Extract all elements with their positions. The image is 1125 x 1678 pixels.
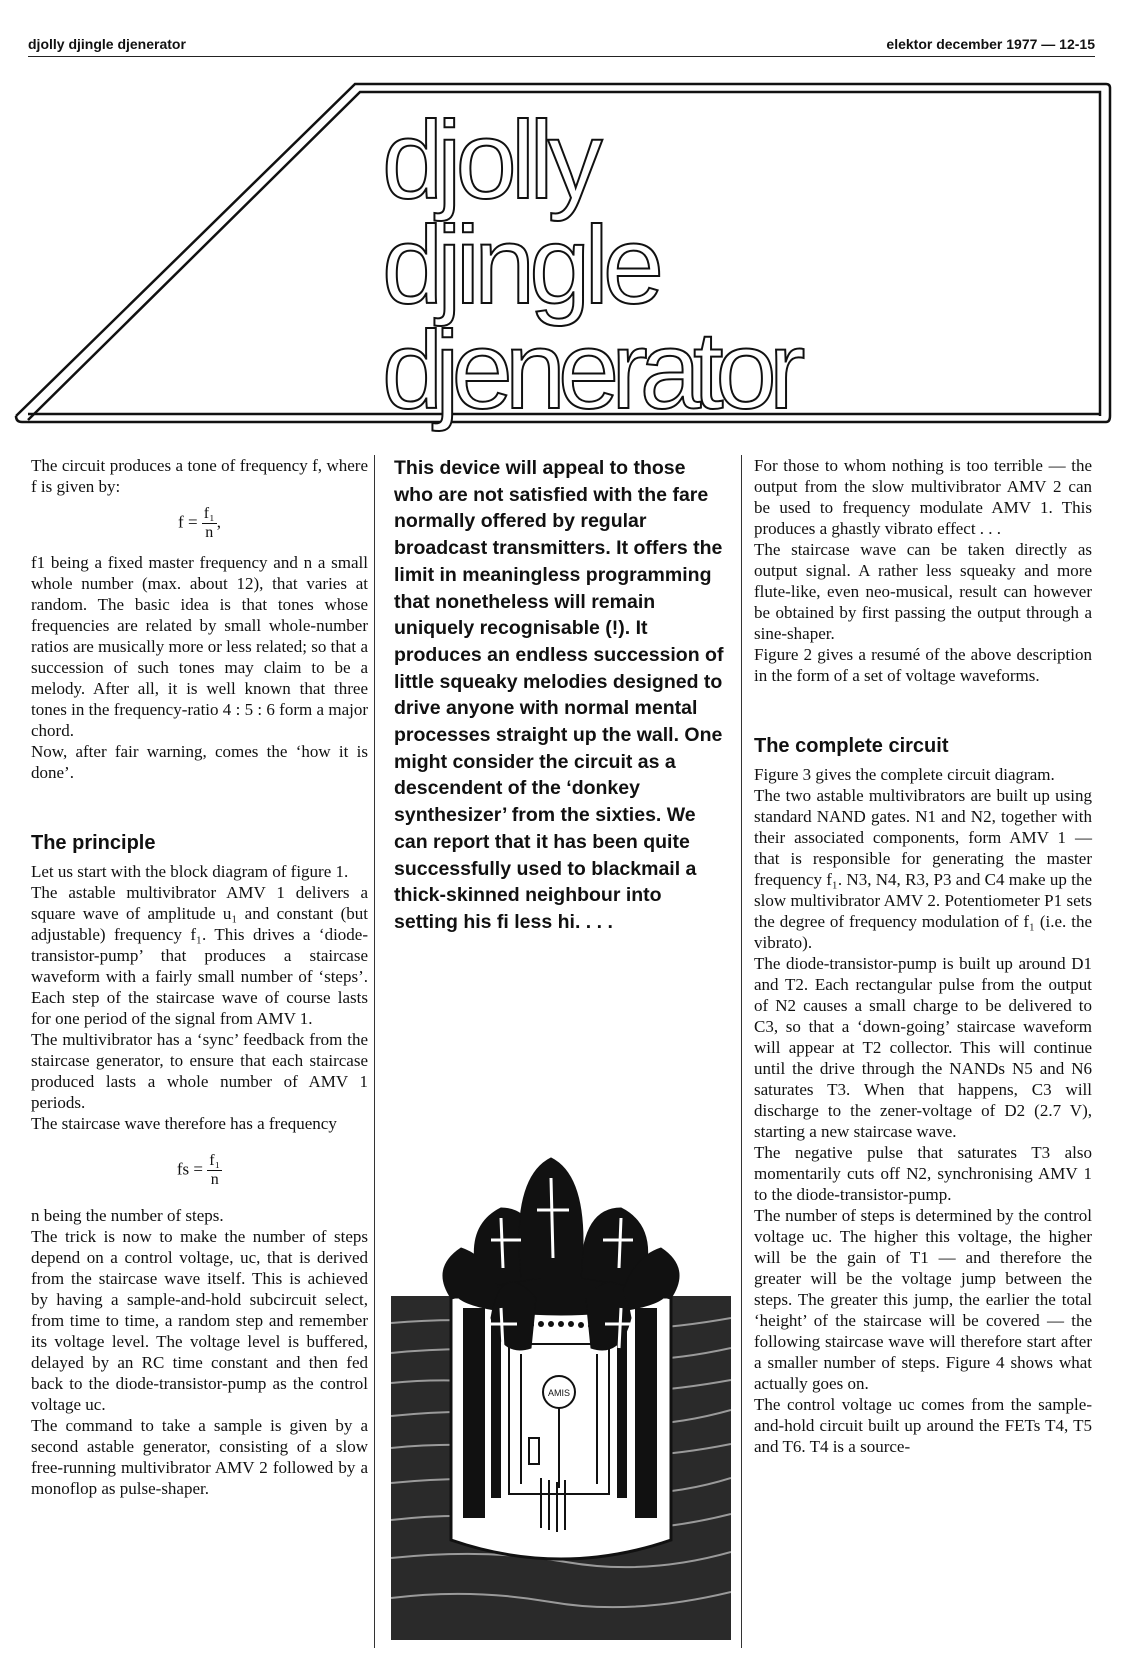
header-rule (28, 56, 1095, 57)
running-header-left: djolly djingle djenerator (28, 36, 186, 52)
fraction (207, 1152, 222, 1189)
paragraph: Figure 3 gives the complete circuit diagram. (754, 765, 1055, 784)
paragraph: The astable multivibrator AMV 1 delivers a square wave of amplitude u₁ and constant (but adjustable) frequency f₁. This drives a ‘diode-transistor-pump’ that produces a staircase waveform with a fairly small number of ‘steps’. Each step of the staircase wave of course lasts for one period of the signal from AMV 1. (31, 883, 368, 1028)
paragraph: The control voltage uc comes from the sample-and-hold circuit built up around the FETs T4, T5 and T6. T4 is a source- (754, 1395, 1092, 1456)
fraction-denominator: n (210, 1171, 219, 1188)
formula-fs (31, 1152, 368, 1189)
formula-lhs: fs = (176, 1159, 203, 1179)
paragraph: f1 being a fixed master frequency and n a small whole number (max. about 12), that varies at random. The basic idea is that tones whose frequencies are related by small whole-number ratios are musically more or less related; so that a succession of such tones may claim to be a melody. After all, it is well known that three tones in the frequency-ratio 4 : 5 : 6 form a major chord. (31, 553, 368, 740)
column-2 (394, 455, 728, 936)
formula-tail: , (216, 512, 221, 532)
fraction-denominator: n (205, 524, 214, 541)
paragraph: For those to whom nothing is too terrible — the output from the slow multivibrator AMV 2 can be used to frequency modulate AMV 1. This produces a ghastly vibrato effect . . . (754, 456, 1092, 538)
paragraph: Let us start with the block diagram of figure 1. (31, 862, 349, 881)
gift-box-body (451, 1282, 671, 1559)
fraction-numerator: f₁ (203, 505, 215, 522)
paragraph: The staircase wave can be taken directly as output signal. A rather less squeaky and more flute-like, even neo-musical, result can however be obtained by first passing the output through a sine-shaper. (754, 540, 1092, 643)
title-line-3: djenerator (382, 309, 798, 432)
intro-lead: This device will appeal to those who are not satisfied with the fare normally offered by regular broadcast transmitters. It offers the limit in meaningless programming that nonetheless will remain uniquely recognisable (!). It produces an endless succession of little squeaky melodies designed to drive anyone with normal mental processes straight up the wall. One might consider the circuit as a descendent of the ‘donkey synthesizer’ from the sixties. We can report that it has been quite successfully used to blackmail a thick-skinned neighbour into setting his fi less hi. . . . (394, 457, 724, 933)
paragraph: The command to take a sample is given by a second astable generator, consisting of a slow free-running multivibrator AMV 2 followed by a monoflop as pulse-shaper. (31, 1416, 368, 1498)
section-heading-principle: The principle (31, 832, 156, 854)
formula-f (31, 505, 368, 542)
title-line-2: djingle (382, 204, 659, 327)
chip-label: AMIS (547, 1388, 571, 1398)
paragraph: The multivibrator has a ‘sync’ feedback from the staircase generator, to ensure that each staircase produced lasts a whole number of AMV 1 periods. (31, 1030, 368, 1112)
paragraph: The two astable multivibrators are built up using standard NAND gates. N1 and N2, together with their associated components, form AMV 1 — that is responsible for generating the master frequency f₁. N3, N4, R3, P3 and C4 make up the slow multivibrator AMV 2. Potentiometer P1 sets the degree of frequency modulation of f₁ (i.e. the vibrato). (754, 786, 1092, 952)
column-1 (31, 455, 368, 1499)
paragraph: Figure 2 gives a resumé of the above description in the form of a set of voltage waveforms. (754, 645, 1092, 685)
paragraph: The number of steps is determined by the control voltage uc. The higher this voltage, the higher will be the gain of T1 — and therefore the greater will be the voltage jump between the steps. The greater this jump, the earlier the total ‘height’ of the staircase will be covered — the following staircase wave will therefore start after a smaller number of steps. Figure 4 shows what actually goes on. (754, 1206, 1092, 1393)
paragraph: The diode-transistor-pump is built up around D1 and T2. Each rectangular pulse from the output of N2 causes a small charge to be delivered to C3, so that a ‘down-going’ staircase waveform will appear at T2 collector. This will continue until the drive through the NANDs N5 and N6 saturates T3. When that happens, C3 will discharge to the zener-voltage of D2 (2.7 V), starting a new staircase wave. (754, 954, 1092, 1141)
formula-lhs: f = (178, 512, 198, 532)
fraction-numerator: f₁ (209, 1152, 221, 1169)
paragraph: The negative pulse that saturates T3 also momentarily cuts off N2, synchronising AMV 1 to the diode-transistor-pump. (754, 1143, 1092, 1204)
column-divider-1 (374, 455, 375, 1648)
paragraph: The staircase wave therefore has a frequency (31, 1114, 337, 1133)
title-line-1: djolly (382, 99, 597, 222)
paragraph: Now, after fair warning, comes the ‘how it is done’. (31, 742, 368, 782)
gift-box-illustration (391, 1148, 731, 1640)
running-header-right: elektor december 1977 — 12-15 (886, 36, 1095, 52)
column-3 (754, 455, 1092, 1457)
title-text (382, 99, 804, 432)
paragraph: The trick is now to make the number of steps depend on a control voltage, uc, that is derived from the staircase wave itself. This is achieved by having a sample-and-hold subcircuit select, from time to time, a random step and remember its voltage level. The voltage level is buffered, delayed by an RC time constant and then fed back to the diode-transistor-pump as the control voltage uc. (31, 1227, 368, 1414)
section-heading-complete-circuit: The complete circuit (754, 735, 949, 757)
column-divider-2 (741, 455, 742, 1648)
paragraph: n being the number of steps. (31, 1206, 224, 1225)
paragraph: The circuit produces a tone of frequency f, where f is given by: (31, 456, 368, 496)
fraction (202, 505, 217, 542)
title-banner (10, 78, 1118, 438)
